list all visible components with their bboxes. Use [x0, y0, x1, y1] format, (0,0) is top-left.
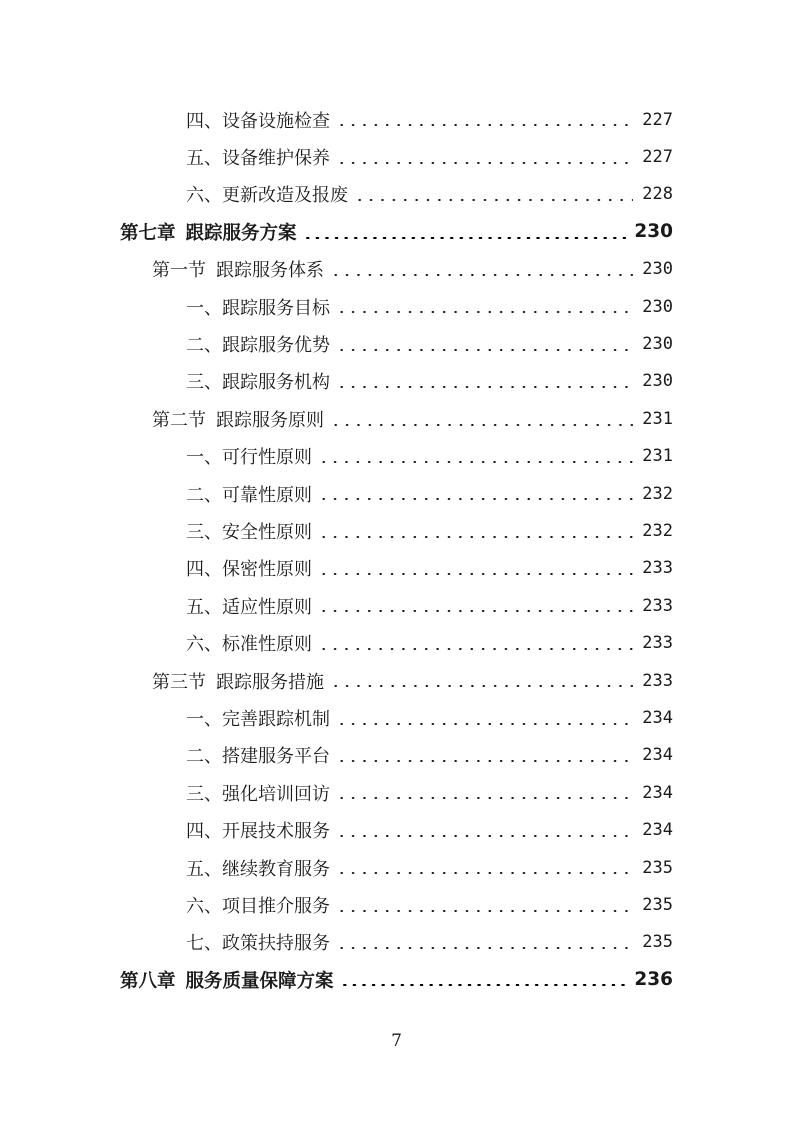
toc-entry-item[interactable] — [0, 176, 793, 213]
toc-entry-text: 跟踪服务体系 — [216, 260, 324, 282]
dot-leader — [336, 835, 633, 837]
toc-entry-title — [152, 256, 324, 282]
toc-entry-title — [186, 331, 330, 357]
toc-entry-title — [186, 368, 330, 394]
toc-entry-page: 232 — [642, 520, 673, 541]
dot-leader — [336, 349, 633, 351]
toc-entry-item[interactable] — [0, 587, 793, 624]
toc-entry-item[interactable] — [0, 512, 793, 549]
toc-entry-page: 227 — [642, 147, 673, 168]
toc-entry-item[interactable] — [0, 438, 793, 475]
toc-entry-page: 231 — [642, 446, 673, 467]
dot-leader — [318, 461, 633, 463]
toc-entry-section[interactable] — [0, 662, 793, 699]
toc-entry-title — [186, 443, 312, 469]
toc-entry-item[interactable] — [0, 325, 793, 362]
toc-entry-title — [186, 107, 330, 133]
dot-leader — [318, 498, 633, 500]
toc-entry-text: 三、跟踪服务机构 — [186, 372, 330, 394]
dot-leader — [330, 274, 633, 276]
toc-entry-text: 二、跟踪服务优势 — [186, 335, 330, 357]
dot-leader — [318, 573, 633, 575]
toc-entry-page: 230 — [642, 334, 673, 355]
dot-leader — [336, 760, 633, 762]
toc-entry-page: 236 — [634, 969, 673, 991]
toc-entry-page: 228 — [642, 184, 673, 205]
toc-entry-item[interactable] — [0, 624, 793, 661]
toc-entry-text: 三、安全性原则 — [186, 521, 312, 543]
dot-leader — [336, 124, 633, 126]
toc-entry-title — [186, 555, 312, 581]
dot-leader — [336, 162, 633, 164]
toc-entry-title — [186, 892, 330, 918]
toc-entry-page: 233 — [642, 670, 673, 691]
toc-entry-text: 二、搭建服务平台 — [186, 746, 330, 768]
toc-entry-title — [152, 406, 324, 432]
toc-entry-title — [186, 742, 330, 768]
toc-entry-title — [152, 668, 324, 694]
toc-entry-page: 233 — [642, 558, 673, 579]
toc-entry-item[interactable] — [0, 924, 793, 961]
toc-entry-prefix: 第三节 — [152, 671, 206, 693]
toc-entry-page: 234 — [642, 782, 673, 803]
toc-entry-item[interactable] — [0, 138, 793, 175]
dot-leader — [330, 424, 633, 426]
toc-entry-text: 跟踪服务方案 — [185, 222, 297, 244]
toc-entry-title — [186, 630, 312, 656]
toc-entry-text: 七、政策扶持服务 — [186, 933, 330, 955]
dot-leader — [330, 685, 633, 687]
toc-entry-page: 230 — [642, 259, 673, 280]
toc-entry-title — [186, 705, 330, 731]
toc-entry-text: 五、继续教育服务 — [186, 858, 330, 880]
toc-entry-page: 235 — [642, 932, 673, 953]
toc-entry-item[interactable] — [0, 475, 793, 512]
toc-entry-prefix: 第八章 — [120, 970, 176, 992]
dot-leader — [336, 311, 633, 313]
toc-entry-page: 233 — [642, 595, 673, 616]
dot-leader — [336, 872, 633, 874]
toc-entry-page: 230 — [642, 371, 673, 392]
toc-entry-item[interactable] — [0, 550, 793, 587]
toc-entry-page: 234 — [642, 707, 673, 728]
toc-entry-page: 235 — [642, 857, 673, 878]
toc-entry-text: 一、可行性原则 — [186, 447, 312, 469]
toc-entry-page: 233 — [642, 633, 673, 654]
toc-entry-item[interactable] — [0, 699, 793, 736]
toc-entry-text: 五、适应性原则 — [186, 596, 312, 618]
toc-entry-text: 跟踪服务措施 — [216, 671, 324, 693]
toc-entry-text: 三、强化培训回访 — [186, 783, 330, 805]
toc-entry-text: 一、完善跟踪机制 — [186, 708, 330, 730]
toc-entry-item[interactable] — [0, 363, 793, 400]
toc-entry-text: 二、可靠性原则 — [186, 484, 312, 506]
toc-entry-text: 四、开展技术服务 — [186, 821, 330, 843]
toc-entry-chapter[interactable] — [0, 213, 793, 250]
dot-leader — [318, 648, 633, 650]
page-number: 7 — [391, 1031, 402, 1051]
toc-entry-title — [186, 481, 312, 507]
toc-entry-title — [186, 144, 330, 170]
toc-entry-title — [186, 780, 330, 806]
toc-entry-text: 六、标准性原则 — [186, 634, 312, 656]
toc-entry-text: 服务质量保障方案 — [185, 970, 334, 992]
dot-leader — [354, 199, 633, 201]
dot-leader — [318, 610, 633, 612]
toc-entry-item[interactable] — [0, 811, 793, 848]
toc-entry-chapter[interactable] — [0, 961, 793, 998]
dot-leader — [336, 910, 633, 912]
toc-entry-page: 231 — [642, 408, 673, 429]
toc-entry-item[interactable] — [0, 101, 793, 138]
toc-entry-title — [186, 929, 330, 955]
toc-entry-section[interactable] — [0, 400, 793, 437]
toc-entry-text: 四、设备设施检查 — [186, 110, 330, 132]
toc-entry-item[interactable] — [0, 737, 793, 774]
toc-entry-page: 230 — [642, 296, 673, 317]
toc-entry-page: 232 — [642, 483, 673, 504]
toc-entry-page: 234 — [642, 820, 673, 841]
toc-entry-prefix: 第七章 — [120, 222, 176, 244]
dot-leader — [336, 797, 633, 799]
toc-entry-text: 四、保密性原则 — [186, 559, 312, 581]
toc-entry-item[interactable] — [0, 774, 793, 811]
table-of-contents — [0, 101, 793, 998]
toc-entry-text: 六、更新改造及报废 — [186, 185, 348, 207]
toc-entry-text: 一、跟踪服务目标 — [186, 297, 330, 319]
toc-entry-prefix: 第二节 — [152, 409, 206, 431]
toc-entry-page: 234 — [642, 745, 673, 766]
toc-entry-title — [186, 817, 330, 843]
toc-entry-page: 235 — [642, 894, 673, 915]
toc-entry-title — [186, 518, 312, 544]
toc-entry-item[interactable] — [0, 849, 793, 886]
toc-entry-page: 230 — [634, 221, 673, 243]
toc-entry-page: 227 — [642, 109, 673, 130]
dot-leader — [336, 386, 633, 388]
toc-entry-title — [120, 219, 297, 245]
dot-leader — [318, 536, 633, 538]
toc-entry-title — [120, 967, 334, 993]
toc-entry-item[interactable] — [0, 288, 793, 325]
toc-entry-text: 五、设备维护保养 — [186, 148, 330, 170]
toc-entry-title — [186, 855, 330, 881]
toc-entry-text: 六、项目推介服务 — [186, 895, 330, 917]
toc-entry-text: 跟踪服务原则 — [216, 409, 324, 431]
dot-leader — [336, 947, 633, 949]
dot-leader — [336, 723, 633, 725]
toc-entry-title — [186, 181, 348, 207]
toc-entry-item[interactable] — [0, 886, 793, 923]
toc-entry-title — [186, 593, 312, 619]
toc-entry-title — [186, 294, 330, 320]
dot-leader — [303, 237, 627, 239]
toc-entry-prefix: 第一节 — [152, 260, 206, 282]
toc-entry-section[interactable] — [0, 251, 793, 288]
dot-leader — [340, 984, 627, 986]
